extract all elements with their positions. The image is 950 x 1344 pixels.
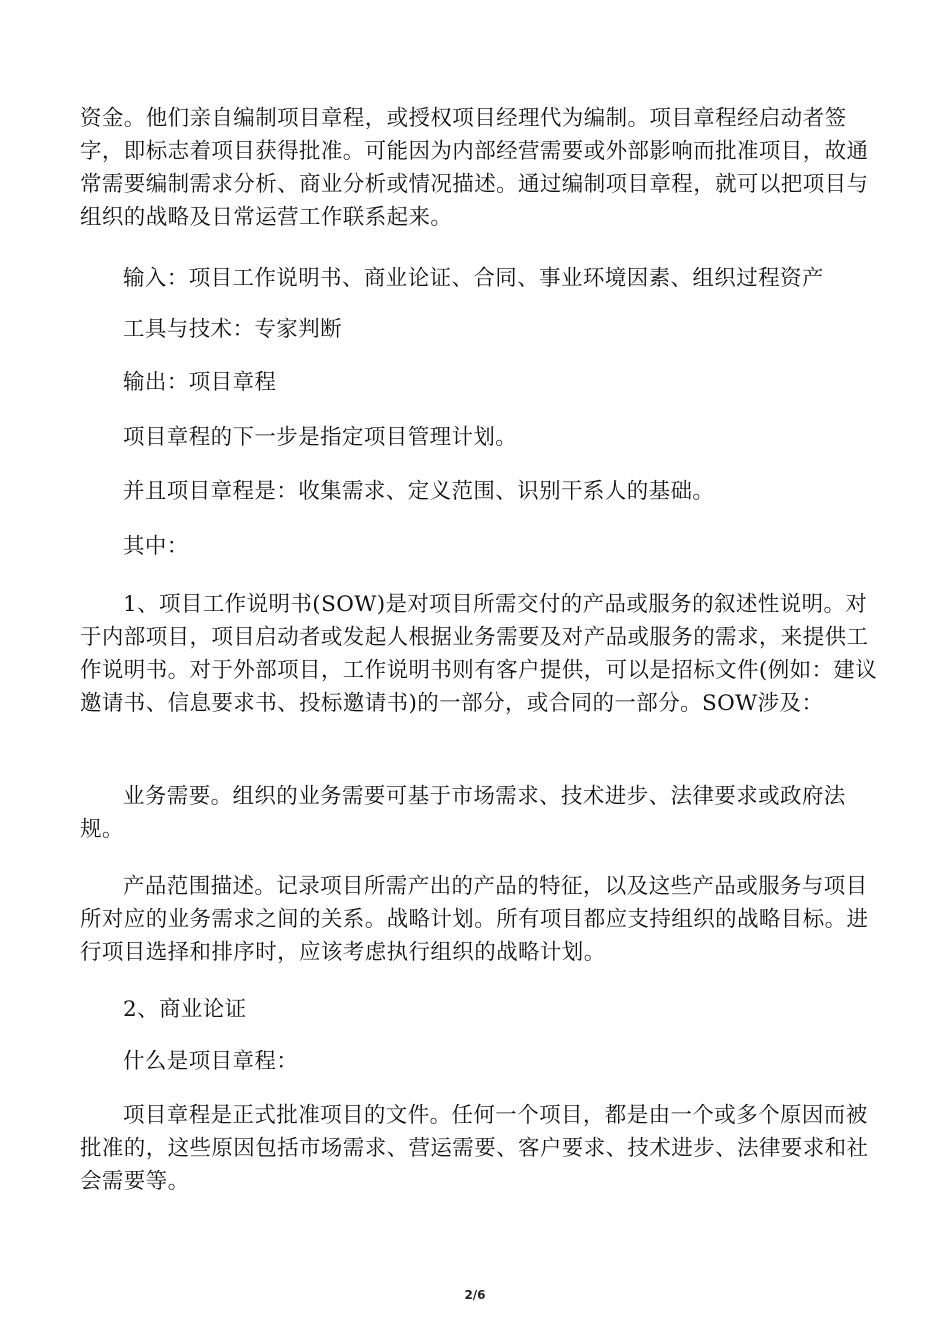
- page-number: 2/6: [464, 1288, 486, 1302]
- paragraph-business-case: 2、商业论证: [123, 997, 247, 1022]
- paragraph-inputs: 输入：项目工作说明书、商业论证、合同、事业环境因素、组织过程资产: [123, 266, 824, 291]
- paragraph-what-is-charter: 什么是项目章程：: [123, 1049, 299, 1074]
- paragraph-tools: 工具与技术：专家判断: [123, 317, 343, 342]
- paragraph-basis: 并且项目章程是：收集需求、定义范围、识别干系人的基础。: [123, 479, 715, 504]
- paragraph-business-need: 业务需要。组织的业务需要可基于市场需求、技术进步、法律要求或政府法规。: [80, 784, 846, 842]
- paragraph-charter-definition: 项目章程是正式批准项目的文件。任何一个项目，都是由一个或多个原因而被批准的，这些原因包括市场需求、营运需要、客户要求、技术进步、法律要求和社会需要等。: [80, 1103, 869, 1194]
- paragraph-next-step: 项目章程的下一步是指定项目管理计划。: [123, 425, 518, 450]
- paragraph-product-scope: 产品范围描述。记录项目所需产出的产品的特征，以及这些产品或服务与项目所对应的业务需求之间的关系。战略计划。所有项目都应支持组织的战略目标。进行项目选择和排序时，应该考虑执行组织的战略计划。: [80, 874, 869, 965]
- paragraph-funding: 资金。他们亲自编制项目章程，或授权项目经理代为编制。项目章程经启动者签字，即标志着项目获得批准。可能因为内部经营需要或外部影响而批准项目，故通常需要编制需求分析、商业分析或情况描述。通过编制项目章程，就可以把项目与组织的战略及日常运营工作联系起来。: [80, 106, 869, 230]
- paragraph-sow: 1、项目工作说明书(SOW)是对项目所需交付的产品或服务的叙述性说明。对于内部项目，项目启动者或发起人根据业务需要及对产品或服务的需求，来提供工作说明书。对于外部项目，工作说明书则有客户提供，可以是招标文件(例如：建议邀请书、信息要求书、投标邀请书)的一部分，或合同的一部分。SOW涉及：: [80, 592, 878, 716]
- paragraph-outputs: 输出：项目章程: [123, 370, 277, 395]
- paragraph-among: 其中：: [123, 534, 189, 559]
